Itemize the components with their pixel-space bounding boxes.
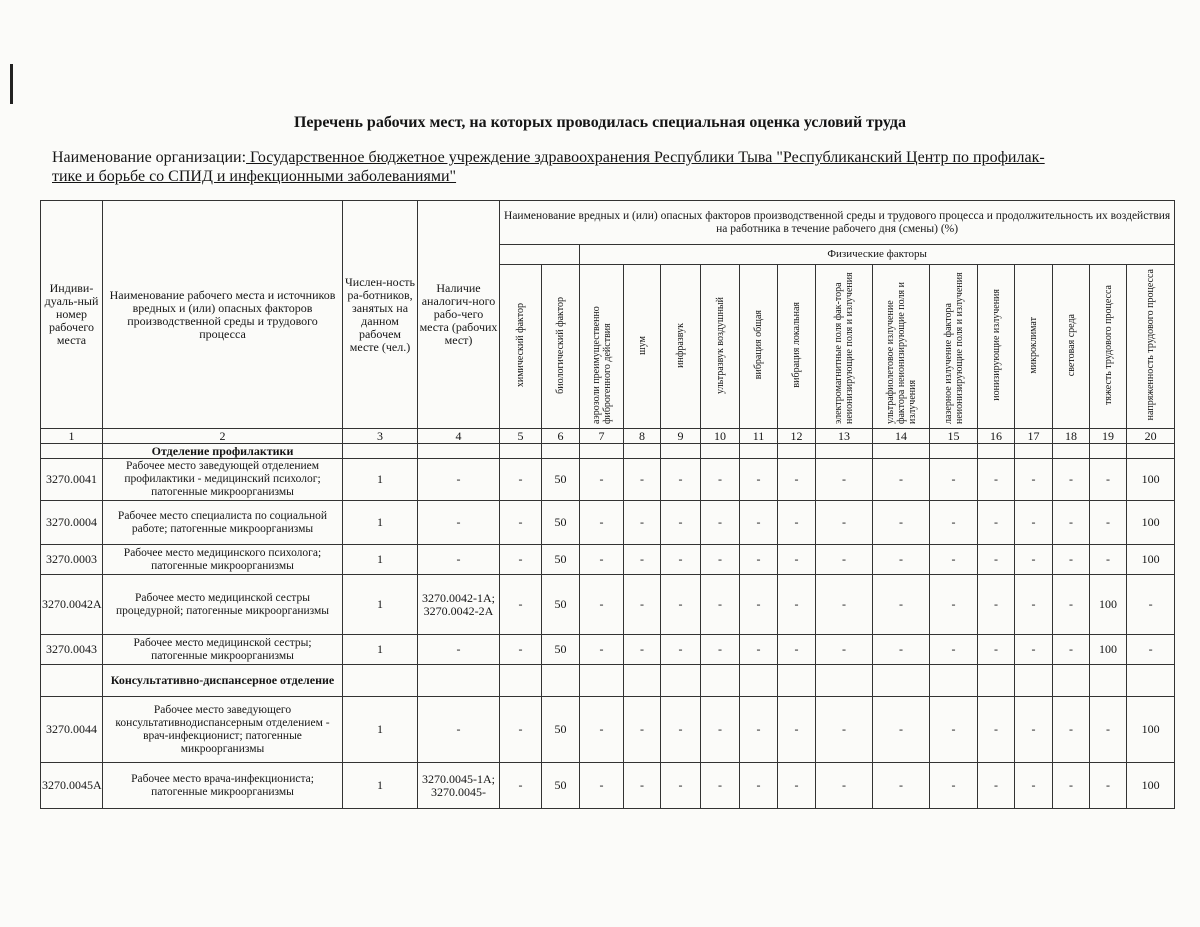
factor-value: - — [816, 697, 873, 763]
empty-cell — [661, 444, 701, 459]
factor-value: - — [816, 459, 873, 501]
factor-value: - — [816, 763, 873, 809]
factor-header-label: биологический фактор — [555, 296, 566, 394]
column-number: 1 — [41, 429, 103, 444]
factor-value: - — [1090, 501, 1127, 545]
factor-value: - — [873, 697, 930, 763]
worker-count: 1 — [343, 575, 418, 635]
factor-header-label: лазерное излучение фактора неионизирующие поля и излучения — [942, 272, 965, 424]
factor-value: - — [816, 635, 873, 665]
table-row — [41, 575, 1175, 635]
workplace-id: 3270.0004 — [41, 501, 103, 545]
empty-cell — [816, 444, 873, 459]
factor-value: - — [740, 635, 778, 665]
factor-value: - — [624, 459, 661, 501]
factor-value: - — [873, 501, 930, 545]
factor-value: - — [624, 763, 661, 809]
analog-workplaces: - — [418, 545, 500, 575]
factor-value: - — [661, 635, 701, 665]
factor-header-label: шум — [636, 335, 648, 355]
factor-value: - — [701, 545, 740, 575]
factor-value: - — [624, 545, 661, 575]
factor-header-label: тяжесть трудового процесса — [1102, 285, 1114, 405]
organization-name-line2: тике и борьбе со СПИД и инфекционными заболеваниями" — [52, 168, 457, 185]
factor-header-cell — [816, 265, 873, 429]
factor-value: - — [1053, 763, 1090, 809]
factor-value: - — [740, 575, 778, 635]
factor-header-label: ультрафиолетовое излучение фактора неионизирующие поля и излучения — [884, 282, 918, 424]
factor-header-cell — [1053, 265, 1090, 429]
factor-header-cell — [873, 265, 930, 429]
factor-header-label: химический фактор — [515, 302, 526, 388]
empty-cell — [580, 444, 624, 459]
analog-workplaces: 3270.0042-1А; 3270.0042-2А — [418, 575, 500, 635]
factor-value: 100 — [1090, 575, 1127, 635]
factor-value: - — [500, 501, 542, 545]
document-title: Перечень рабочих мест, на которых проводилась специальная оценка условий труда — [293, 114, 907, 131]
column-number: 8 — [624, 429, 661, 444]
column-number: 19 — [1090, 429, 1127, 444]
factor-value: - — [978, 635, 1015, 665]
factor-value: - — [1127, 635, 1175, 665]
column-number: 16 — [978, 429, 1015, 444]
column-number: 3 — [343, 429, 418, 444]
empty-cell — [418, 665, 500, 697]
factor-value: - — [1015, 575, 1053, 635]
column-number: 14 — [873, 429, 930, 444]
factor-header-label: световая среда — [1065, 313, 1077, 377]
factor-value: - — [816, 545, 873, 575]
factor-value: - — [873, 575, 930, 635]
empty-cell — [740, 444, 778, 459]
header-col-1: Индиви-дуаль-ный номер рабочего места — [41, 201, 103, 429]
analog-workplaces: - — [418, 459, 500, 501]
workplace-name: Рабочее место врача-инфекциониста; патогенные микроорганизмы — [103, 763, 343, 809]
empty-cell — [343, 444, 418, 459]
column-number: 10 — [701, 429, 740, 444]
workplace-name: Рабочее место медицинского психолога; патогенные микроорганизмы — [103, 545, 343, 575]
analog-workplaces: 3270.0045-1А; 3270.0045- — [418, 763, 500, 809]
table-row — [41, 501, 1175, 545]
worker-count: 1 — [343, 635, 418, 665]
empty-cell — [873, 444, 930, 459]
worker-count: 1 — [343, 501, 418, 545]
empty-cell — [343, 665, 418, 697]
factor-value: - — [778, 501, 816, 545]
factor-value: - — [1053, 545, 1090, 575]
column-number-row — [41, 429, 1175, 444]
factor-header-cell — [978, 265, 1015, 429]
factor-header-label: напряженность трудового процесса — [1145, 269, 1157, 421]
factor-value: - — [661, 545, 701, 575]
factor-value: - — [778, 697, 816, 763]
empty-cell — [1127, 665, 1175, 697]
factor-header-cell — [500, 265, 542, 429]
empty-cell — [500, 444, 542, 459]
factor-value: - — [1015, 501, 1053, 545]
empty-cell — [1015, 444, 1053, 459]
factor-header-label: вибрация локальная — [791, 302, 802, 388]
header-col-2: Наименование рабочего места и источников вредных и (или) опасных факторов производственной среды и трудового процесса — [103, 201, 343, 429]
column-number: 17 — [1015, 429, 1053, 444]
factor-value: - — [740, 545, 778, 575]
factor-value: 50 — [542, 575, 580, 635]
factor-value: - — [816, 501, 873, 545]
column-number: 2 — [103, 429, 343, 444]
table-row — [41, 697, 1175, 763]
factor-value: - — [661, 697, 701, 763]
factor-value: - — [701, 763, 740, 809]
factor-value: - — [1015, 459, 1053, 501]
factor-value: - — [661, 501, 701, 545]
factor-value: - — [778, 545, 816, 575]
factor-header-label: микроклимат — [1028, 316, 1039, 374]
factor-header-cell — [542, 265, 580, 429]
factor-value: - — [701, 575, 740, 635]
factor-value: - — [500, 635, 542, 665]
empty-cell — [1090, 444, 1127, 459]
factor-value: - — [624, 501, 661, 545]
empty-cell — [624, 444, 661, 459]
workplace-id: 3270.0003 — [41, 545, 103, 575]
worker-count: 1 — [343, 545, 418, 575]
factor-value: - — [1053, 575, 1090, 635]
workplace-id: 3270.0043 — [41, 635, 103, 665]
empty-cell — [500, 665, 542, 697]
factor-value: 100 — [1127, 501, 1175, 545]
factor-value: - — [1127, 575, 1175, 635]
factor-value: - — [873, 545, 930, 575]
factor-header-label: вибрация общая — [753, 310, 764, 380]
factor-header-cell — [1015, 265, 1053, 429]
header-col-3: Числен-ность ра-ботников, занятых на данном рабочем месте (чел.) — [343, 201, 418, 429]
factor-value: 50 — [542, 459, 580, 501]
factor-value: - — [1053, 501, 1090, 545]
factor-value: - — [1053, 697, 1090, 763]
factor-value: - — [500, 459, 542, 501]
section-row — [41, 665, 1175, 697]
factor-value: - — [978, 763, 1015, 809]
factor-value: - — [930, 459, 978, 501]
workplace-id: 3270.0045А — [41, 763, 103, 809]
factor-header-cell — [930, 265, 978, 429]
factor-value: - — [580, 501, 624, 545]
empty-cell — [701, 444, 740, 459]
empty-cell — [778, 444, 816, 459]
factor-value: - — [740, 459, 778, 501]
empty-cell — [661, 665, 701, 697]
workplace-name: Рабочее место заведующего консультативнодиспансерным отделением - врач-инфекционист; патогенные микроорганизмы — [103, 697, 343, 763]
factor-value: - — [740, 763, 778, 809]
factor-value: - — [930, 501, 978, 545]
factor-value: - — [873, 763, 930, 809]
factor-header-label: инфразвук — [675, 322, 686, 368]
organization-line — [52, 148, 1162, 186]
factor-value: - — [778, 575, 816, 635]
factor-header-cell — [701, 265, 740, 429]
factor-value: - — [978, 501, 1015, 545]
factor-header-label: аэрозоли преимущественно фиброгенного действия — [590, 306, 613, 424]
empty-cell — [978, 665, 1015, 697]
column-number: 9 — [661, 429, 701, 444]
factor-value: - — [500, 697, 542, 763]
factor-value: - — [580, 635, 624, 665]
factor-value: - — [1090, 697, 1127, 763]
workplace-name: Рабочее место медицинской сестры; патогенные микроорганизмы — [103, 635, 343, 665]
factor-value: 50 — [542, 501, 580, 545]
column-number: 15 — [930, 429, 978, 444]
worker-count: 1 — [343, 459, 418, 501]
factor-value: - — [701, 697, 740, 763]
factor-value: - — [580, 575, 624, 635]
factor-value: - — [500, 545, 542, 575]
factor-value: 100 — [1127, 763, 1175, 809]
analog-workplaces: - — [418, 501, 500, 545]
section-name: Отделение профилактики — [103, 444, 343, 459]
section-name: Консультативно-диспансерное отделение — [103, 665, 343, 697]
factor-value: - — [580, 459, 624, 501]
factor-value: - — [624, 575, 661, 635]
empty-cell — [418, 444, 500, 459]
factor-value: - — [978, 575, 1015, 635]
worker-count: 1 — [343, 697, 418, 763]
column-number: 7 — [580, 429, 624, 444]
factor-header-label: ионизирующие излучения — [990, 289, 1002, 401]
workplace-name: Рабочее место заведующей отделением профилактики - медицинский психолог; патогенные микроорганизмы — [103, 459, 343, 501]
factor-value: - — [930, 545, 978, 575]
factor-header-cell — [580, 265, 624, 429]
factor-value: - — [661, 459, 701, 501]
factor-value: - — [930, 575, 978, 635]
factor-value: - — [740, 501, 778, 545]
factor-header-cell — [740, 265, 778, 429]
empty-cell — [1053, 665, 1090, 697]
factor-header-cell — [778, 265, 816, 429]
factor-value: - — [1090, 763, 1127, 809]
factor-value: - — [816, 575, 873, 635]
factor-value: - — [778, 459, 816, 501]
factor-value: - — [701, 501, 740, 545]
section-row — [41, 444, 1175, 459]
table-row — [41, 635, 1175, 665]
factor-value: - — [778, 763, 816, 809]
organization-name-line1: Государственное бюджетное учреждение здравоохранения Республики Тыва "Республиканский Центр по профилак- — [246, 149, 1045, 166]
factor-value: - — [1053, 459, 1090, 501]
column-number: 12 — [778, 429, 816, 444]
factor-value: - — [500, 575, 542, 635]
factor-value: 50 — [542, 635, 580, 665]
empty-cell — [778, 665, 816, 697]
factor-value: - — [624, 635, 661, 665]
empty-cell — [740, 665, 778, 697]
factor-value: - — [1090, 545, 1127, 575]
factor-value: - — [580, 545, 624, 575]
factor-value: - — [873, 459, 930, 501]
table-row — [41, 545, 1175, 575]
column-number: 18 — [1053, 429, 1090, 444]
analog-workplaces: - — [418, 635, 500, 665]
factor-value: - — [1015, 697, 1053, 763]
table-row — [41, 459, 1175, 501]
empty-cell — [542, 665, 580, 697]
column-number: 6 — [542, 429, 580, 444]
factor-header-label: ультразвук воздушный — [714, 296, 726, 394]
factor-value: - — [978, 697, 1015, 763]
column-number: 5 — [500, 429, 542, 444]
factor-value: 100 — [1127, 697, 1175, 763]
factor-value: - — [930, 635, 978, 665]
factor-value: - — [580, 763, 624, 809]
empty-cell — [873, 665, 930, 697]
workplaces-table — [40, 200, 1175, 809]
factor-value: - — [978, 545, 1015, 575]
empty-cell — [1053, 444, 1090, 459]
factor-value: 50 — [542, 763, 580, 809]
factor-value: - — [978, 459, 1015, 501]
factor-value: - — [1015, 763, 1053, 809]
factor-header-cell — [661, 265, 701, 429]
workplace-id: 3270.0041 — [41, 459, 103, 501]
factor-value: - — [624, 697, 661, 763]
factor-value: - — [1053, 635, 1090, 665]
workplace-name: Рабочее место медицинской сестры процедурной; патогенные микроорганизмы — [103, 575, 343, 635]
factor-value: 50 — [542, 545, 580, 575]
factor-value: - — [500, 763, 542, 809]
empty-cell — [930, 665, 978, 697]
header-physical-group: Физические факторы — [580, 245, 1175, 265]
factor-header-cell — [1090, 265, 1127, 429]
factor-value: 50 — [542, 697, 580, 763]
factor-value: - — [661, 575, 701, 635]
column-number: 11 — [740, 429, 778, 444]
factor-value: - — [580, 697, 624, 763]
workplace-id: 3270.0044 — [41, 697, 103, 763]
factor-value: - — [1090, 459, 1127, 501]
empty-cell — [978, 444, 1015, 459]
factor-value: - — [1015, 635, 1053, 665]
factor-value: - — [701, 459, 740, 501]
empty-cell — [1127, 444, 1175, 459]
factor-value: - — [930, 763, 978, 809]
column-number: 20 — [1127, 429, 1175, 444]
factor-value: - — [873, 635, 930, 665]
empty-cell — [701, 665, 740, 697]
factor-header-cell — [624, 265, 661, 429]
empty-cell — [624, 665, 661, 697]
workplace-name: Рабочее место специалиста по социальной работе; патогенные микроорганизмы — [103, 501, 343, 545]
table-body — [41, 201, 1175, 809]
factor-value: 100 — [1127, 545, 1175, 575]
workplace-id: 3270.0042А — [41, 575, 103, 635]
factor-value: - — [701, 635, 740, 665]
worker-count: 1 — [343, 763, 418, 809]
empty-cell — [1015, 665, 1053, 697]
factor-value: - — [740, 697, 778, 763]
header-col-4: Наличие аналогич-ного рабо-чего места (рабочих мест) — [418, 201, 500, 429]
factor-value: 100 — [1090, 635, 1127, 665]
analog-workplaces: - — [418, 697, 500, 763]
empty-cell — [816, 665, 873, 697]
organization-label: Наименование организации: — [52, 149, 247, 166]
empty-cell — [930, 444, 978, 459]
section-spacer — [41, 665, 103, 697]
factor-header-label: электромагнитные поля фак-тора неионизирующие поля и излучения — [833, 272, 855, 424]
header-factors-group: Наименование вредных и (или) опасных факторов производственной среды и трудового процесса и продолжительность их воздействия на работника в течение рабочего дня (смены) (%) — [500, 201, 1175, 245]
factor-value: - — [661, 763, 701, 809]
empty-cell — [580, 665, 624, 697]
factor-value: - — [930, 697, 978, 763]
factor-value: 100 — [1127, 459, 1175, 501]
factor-value: - — [778, 635, 816, 665]
empty-cell — [542, 444, 580, 459]
empty-cell — [1090, 665, 1127, 697]
factor-value: - — [1015, 545, 1053, 575]
scan-edge-mark — [10, 64, 13, 104]
column-number: 4 — [418, 429, 500, 444]
header-spacer — [500, 245, 580, 265]
factor-header-cell — [1127, 265, 1175, 429]
section-spacer — [41, 444, 103, 459]
table-row — [41, 763, 1175, 809]
column-number: 13 — [816, 429, 873, 444]
